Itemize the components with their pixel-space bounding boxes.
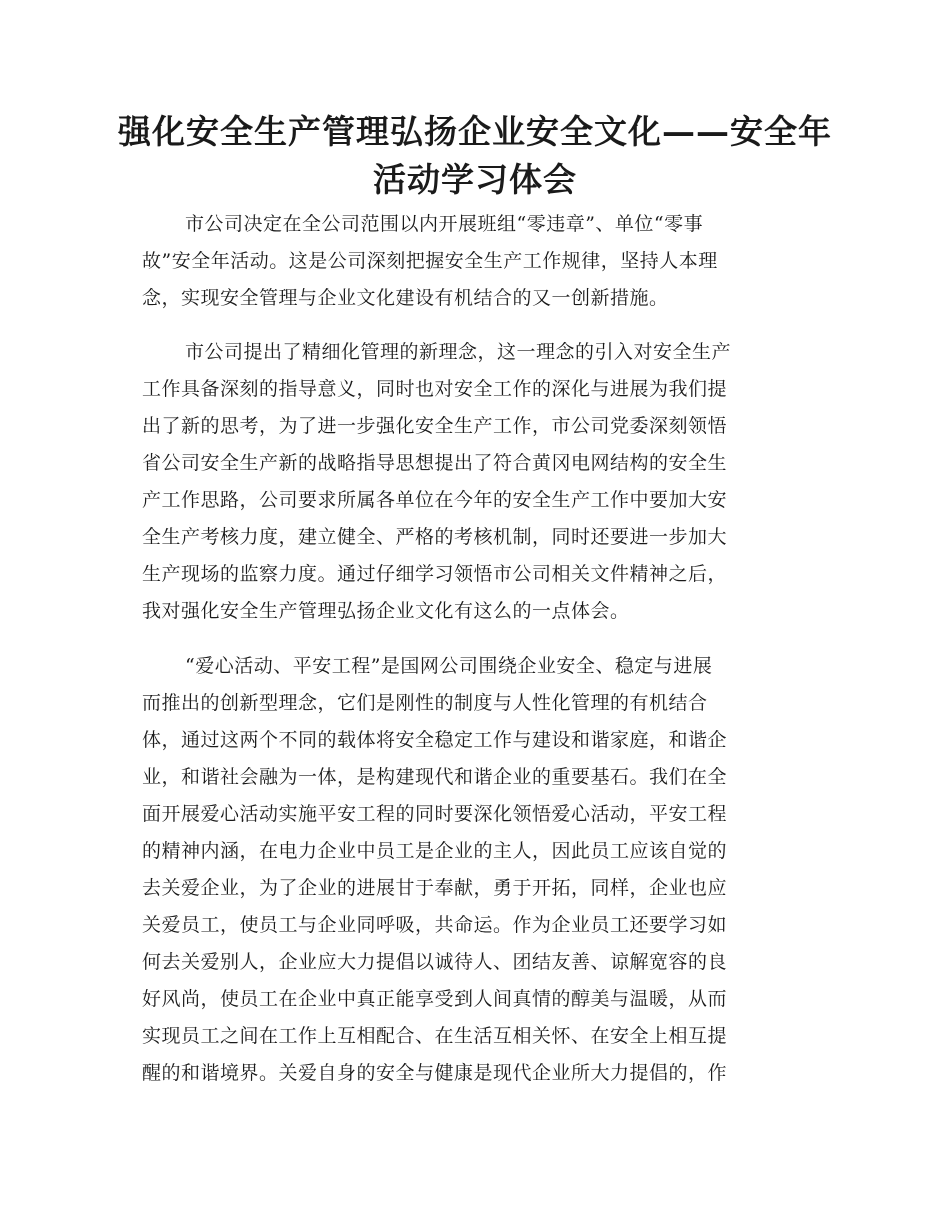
paragraph-line: 我对强化安全生产管理弘扬企业文化有这么的一点体会。	[142, 600, 630, 622]
paragraph-2	[142, 334, 822, 630]
document-title	[100, 108, 850, 204]
paragraph-line: 醒的和谐境界。关爱自身的安全与健康是现代企业所大力提倡的，作	[142, 1062, 728, 1084]
paragraph-line: 念，实现安全管理与企业文化建设有机结合的又一创新措施。	[142, 287, 669, 309]
paragraph-line: 的精神内涵，在电力企业中员工是企业的主人，因此员工应该自觉的	[142, 840, 728, 862]
paragraph-line: 生产现场的监察力度。通过仔细学习领悟市公司相关文件精神之后，	[142, 563, 728, 585]
paragraph-line: 工作具备深刻的指导意义，同时也对安全工作的深化与进展为我们提	[142, 378, 728, 400]
paragraph-line: 关爱员工，使员工与企业同呼吸，共命运。作为企业员工还要学习如	[142, 914, 728, 936]
paragraph-line: 何去关爱别人，企业应大力提倡以诚待人、团结友善、谅解宽容的良	[142, 951, 728, 973]
paragraph-line: 而推出的创新型理念，它们是刚性的制度与人性化管理的有机结合	[142, 692, 708, 714]
paragraph-line: 业，和谐社会融为一体，是构建现代和谐企业的重要基石。我们在全	[142, 766, 728, 788]
paragraph-line: 故”安全年活动。这是公司深刻把握安全生产工作规律，坚持人本理	[142, 250, 718, 272]
paragraph-line: 市公司决定在全公司范围以内开展班组“零违章”、单位“零事	[185, 213, 704, 235]
paragraph-line: 产工作思路，公司要求所属各单位在今年的安全生产工作中要加大安	[142, 489, 728, 511]
paragraph-3	[142, 648, 822, 1092]
paragraph-line: 市公司提出了精细化管理的新理念，这一理念的引入对安全生产	[185, 341, 732, 363]
paragraph-1	[142, 206, 822, 317]
paragraph-line: 出了新的思考，为了进一步强化安全生产工作，市公司党委深刻领悟	[142, 415, 728, 437]
paragraph-line: 全生产考核力度，建立健全、严格的考核机制，同时还要进一步加大	[142, 526, 728, 548]
paragraph-line: 体，通过这两个不同的载体将安全稳定工作与建设和谐家庭，和谐企	[142, 729, 728, 751]
paragraph-line: 省公司安全生产新的战略指导思想提出了符合黄冈电网结构的安全生	[142, 452, 728, 474]
title-line: 强化安全生产管理弘扬企业安全文化——安全年	[118, 112, 832, 151]
paragraph-line: 面开展爱心活动实施平安工程的同时要深化领悟爱心活动，平安工程	[142, 803, 728, 825]
paragraph-line: 去关爱企业，为了企业的进展甘于奉献，勇于开拓，同样，企业也应	[142, 877, 728, 899]
title-line: 活动学习体会	[373, 160, 577, 199]
paragraph-line: “爱心活动、平安工程”是国网公司围绕企业安全、稳定与进展	[185, 655, 713, 677]
paragraph-line: 好风尚，使员工在企业中真正能享受到人间真情的醇美与温暖，从而	[142, 988, 728, 1010]
paragraph-line: 实现员工之间在工作上互相配合、在生活互相关怀、在安全上相互提	[142, 1025, 728, 1047]
